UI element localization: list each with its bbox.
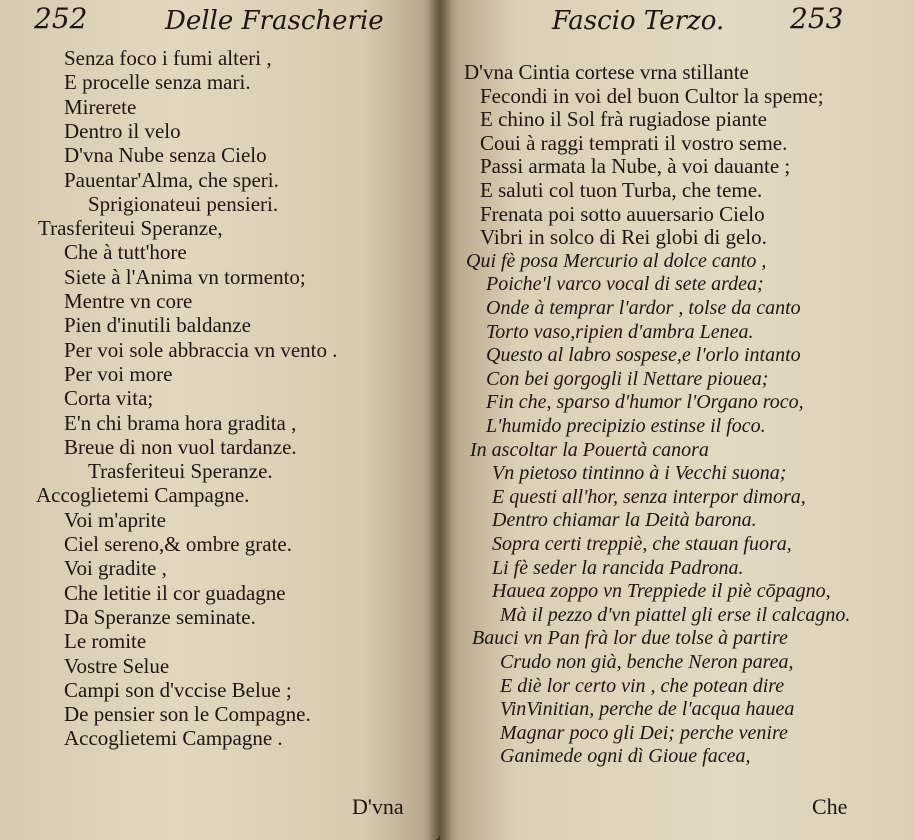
right-running-head: Fascio Terzo. [552, 6, 725, 36]
verse-line: Fin che, sparso d'humor l'Organo roco, [486, 391, 804, 414]
left-page [0, 0, 440, 840]
verse-line: L'humido precipizio estinse il foco. [486, 415, 766, 437]
verse-line: D'vna Cintia cortese vrna stillante [464, 60, 749, 84]
verse-line: Crudo non già, benche Neron parea, [500, 651, 794, 673]
verse-line: E'n chi brama hora gradita , [64, 410, 297, 435]
verse-line: Dentro chiamar la Deità barona. [492, 509, 757, 532]
left-page-number: 252 [34, 2, 88, 35]
verse-line: Mà il pezzo d'vn piattel gli erse il calcagno. [500, 603, 851, 626]
verse-line: Passi armata la Nube, à voi dauante ; [480, 154, 791, 179]
right-catchword: Che [812, 794, 848, 819]
book-gutter [428, 0, 452, 840]
verse-line: In ascoltar la Pouertà canora [470, 438, 709, 461]
verse-line: Trasferiteui Speranze. [88, 459, 273, 484]
left-catchword: D'vna [352, 794, 404, 819]
verse-line: Per voi sole abbraccia vn vento . [64, 337, 338, 362]
verse-line: Vostre Selue [64, 653, 170, 678]
verse-line: E diè lor certo vin , che potean dire [500, 674, 785, 697]
verse-line: Corta vita; [64, 386, 154, 411]
verse-line: Voi gradite , [64, 556, 167, 581]
verse-line: Sopra certi treppiè, che stauan fuora, [492, 533, 792, 555]
verse-line: Ganimede ogni dì Gioue facea, [500, 745, 751, 768]
verse-line: Li fè seder la rancida Padrona. [492, 556, 744, 579]
verse-line: Da Speranze seminate. [64, 604, 256, 629]
verse-line: Vibri in solco di Rei globi di gelo. [480, 225, 767, 250]
verse-line: Pien d'inutili baldanze [64, 313, 251, 338]
verse-line: Questo al labro sospese,e l'orlo intanto [486, 344, 801, 367]
verse-line: Dentro il velo [64, 118, 181, 143]
verse-line: Accoglietemi Campagne . [64, 726, 283, 751]
verse-line: Qui fè posa Mercurio al dolce canto , [466, 249, 767, 272]
verse-line: Siete à l'Anima vn tormento; [64, 264, 306, 289]
verse-line: Vn pietoso tintinno à i Vecchi suona; [492, 462, 787, 485]
verse-line: Ciel sereno,& ombre grate. [64, 532, 293, 556]
left-running-head: Delle Frascherie [165, 6, 384, 36]
verse-line: Torto vaso,ripien d'ambra Lenea. [486, 320, 754, 343]
verse-line: Poiche'l varco vocal di sete ardea; [486, 273, 764, 296]
verse-line: Frenata poi sotto auuersario Cielo [480, 201, 765, 226]
verse-line: E procelle senza mari. [64, 70, 251, 95]
verse-line: Coui à raggi temprati il vostro seme. [480, 130, 788, 155]
verse-line: Hauea zoppo vn Treppiede il piè cōpagno, [492, 580, 831, 603]
verse-line: Che letitie il cor guadagne [64, 580, 286, 605]
verse-line: Che à tutt'hore [64, 240, 187, 265]
verse-line: Mirerete [64, 94, 137, 119]
verse-line: Le romite [64, 629, 147, 654]
verse-line: De pensier son le Compagne. [64, 702, 311, 727]
right-page-number: 253 [790, 2, 844, 35]
verse-line: Con bei gorgogli il Nettare piouea; [486, 367, 769, 390]
verse-line: Fecondi in voi del buon Cultor la speme; [480, 83, 824, 108]
verse-line: D'vna Nube senza Cielo [64, 143, 267, 168]
verse-line: Breue di non vuol tardanze. [64, 434, 297, 459]
verse-line: E questi all'hor, senza interpor dimora, [492, 485, 806, 508]
verse-line: Trasferiteui Speranze, [38, 216, 223, 241]
verse-line: Magnar poco gli Dei; perche venire [500, 721, 788, 744]
verse-line: Bauci vn Pan frà lor due tolse à partire [472, 627, 788, 650]
verse-line: Sprigionateui pensieri. [88, 191, 279, 216]
verse-line: E saluti col tuon Turba, che teme. [480, 178, 763, 202]
verse-line: Campi son d'vccise Belue ; [64, 677, 292, 702]
verse-line: Pauentar'Alma, che speri. [64, 167, 279, 192]
verse-line: VinVinitian, perche de l'acqua hauea [500, 698, 795, 721]
right-page [440, 0, 915, 840]
verse-line: Senza foco i fumi alteri , [64, 46, 272, 70]
verse-line: Accoglietemi Campagne. [36, 483, 250, 508]
verse-line: E chino il Sol frà rugiadose piante [480, 107, 767, 132]
verse-line: Mentre vn core [64, 289, 193, 313]
verse-line: Per voi more [64, 361, 173, 386]
verse-line: Voi m'aprite [64, 507, 166, 532]
verse-line: Onde à temprar l'ardor , tolse da canto [486, 297, 801, 319]
